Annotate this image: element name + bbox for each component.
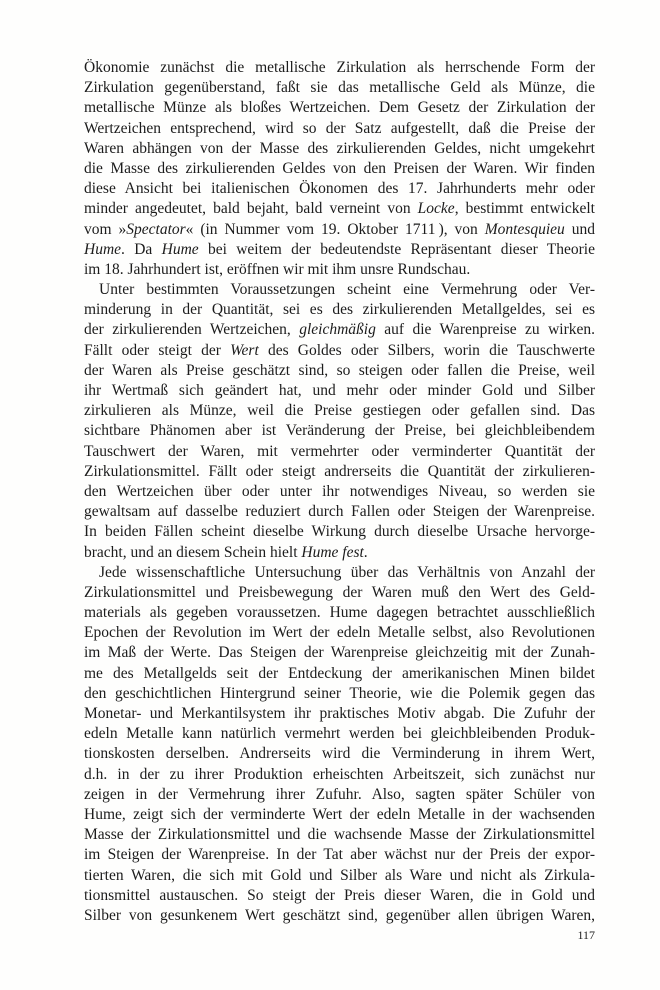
text-line	[84, 744, 595, 764]
italic-text: Wert	[230, 341, 259, 359]
text-line	[84, 260, 595, 280]
body-text: Wertzeichen entsprechend, wird so der Satz aufgestellt, daß die Preise der	[84, 119, 595, 137]
italic-text: Hume	[161, 240, 199, 258]
text-line	[84, 482, 595, 502]
text-line	[84, 543, 595, 563]
text-line	[84, 522, 595, 542]
text-line	[84, 381, 595, 401]
body-text: der zirkulierenden Wertzeichen,	[84, 321, 300, 339]
italic-text: Montesquieu	[484, 220, 565, 238]
text-line	[84, 220, 595, 240]
body-text: . Da	[121, 240, 162, 258]
body-text: bei weitem der bedeutendste Repräsentant dieser Theorie	[198, 240, 595, 258]
italic-text: Locke	[417, 200, 455, 218]
text-line	[84, 401, 595, 421]
body-text: im Steigen der Warenpreise. In der Tat aber wächst nur der Preis der expor-	[84, 846, 595, 864]
text-line	[84, 199, 595, 219]
body-text: im Maß der Werte. Das Steigen der Warenpreise gleichzeitig mit der Zunah-	[84, 644, 595, 662]
body-text: Zirkulationsmittel. Fällt oder steigt andrerseits die Quantität der zirkulieren-	[84, 462, 595, 480]
body-text: Tauschwert der Waren, mit vermehrter oder verminderter Quantität der	[84, 442, 595, 460]
text-line	[84, 785, 595, 805]
italic-text: Spectator	[126, 220, 186, 238]
text-line	[84, 139, 595, 159]
body-text: Ökonomie zunächst die metallische Zirkulation als herrschende Form der	[84, 59, 595, 76]
text-line	[84, 603, 595, 623]
body-text: In beiden Fällen scheint dieselbe Wirkung durch dieselbe Ursache hervorge-	[84, 523, 595, 541]
body-text: den geschichtlichen Hintergrund seiner Theorie, wie die Polemik gegen das	[84, 684, 595, 702]
body-text: tierten Waren, die sich mit Gold und Silber als Ware und nicht als Zirkula-	[84, 866, 595, 884]
italic-text: Hume	[84, 240, 122, 258]
text-line	[84, 866, 595, 886]
body-text: vom »	[84, 220, 127, 238]
body-text: Epochen der Revolution im Wert der edeln Metalle selbst, also Revolutionen	[84, 624, 595, 642]
body-text: der Waren als Preise geschätzt sind, so steigen oder fallen die Preise, weil	[84, 361, 595, 379]
italic-text: Hume fest	[301, 543, 364, 561]
text-line	[84, 300, 595, 320]
body-text: Silber von gesunkenem Wert geschätzt sind, gegenüber allen übrigen Waren,	[84, 906, 595, 924]
text-line	[84, 119, 595, 139]
text-line	[84, 684, 595, 704]
body-text: zirkulieren als Münze, weil die Preise gestiegen oder gefallen sind. Das	[84, 402, 595, 420]
body-text: gewaltsam auf dasselbe reduziert durch Fallen oder Steigen der Warenpreise.	[84, 503, 595, 521]
body-text: Jede wissenschaftliche Untersuchung über das Verhältnis von Anzahl der	[99, 563, 595, 581]
body-text: den Wertzeichen über oder unter ihr notwendiges Niveau, so werden sie	[84, 482, 595, 500]
text-line	[84, 320, 595, 340]
text-line	[84, 664, 595, 684]
body-text: d.h. in der zu ihrer Produktion erheischten Arbeitszeit, sich zunächst nur	[84, 765, 595, 783]
text-line	[84, 98, 595, 118]
text-line	[84, 159, 595, 179]
body-text: minderung in der Quantität, sei es des zirkulierenden Metallgeldes, sei es	[84, 301, 595, 319]
text-line	[84, 179, 595, 199]
text-line	[84, 805, 595, 825]
body-text: me des Metallgelds seit der Entdeckung der amerikanischen Minen bildet	[84, 664, 595, 682]
body-text: diese Ansicht bei italienischen Ökonomen des 17. Jahrhunderts mehr oder	[84, 180, 595, 198]
body-text: des Goldes oder Silbers, worin die Tauschwerte	[258, 341, 595, 359]
body-text: , bestimmt entwickelt	[454, 200, 595, 218]
body-text: Hume, zeigt sich der verminderte Wert der edeln Metalle in der wachsenden	[84, 805, 595, 823]
text-line	[84, 563, 595, 583]
body-text: metallische Münze als bloßes Wertzeichen. Dem Gesetz der Zirkulation der	[84, 99, 595, 117]
text-line	[84, 845, 595, 865]
text-line	[84, 583, 595, 603]
body-text: auf die Warenpreise zu wirken.	[375, 321, 595, 339]
body-text: Zirkulationsmittel und Preisbewegung der Waren muß den Wert des Geld-	[84, 583, 595, 601]
body-text: Waren abhängen von der Masse des zirkulierenden Geldes, nicht umgekehrt	[84, 139, 595, 157]
body-text: tionsmittel austauschen. So steigt der Preis dieser Waren, die in Gold und	[84, 886, 595, 904]
body-text: im 18. Jahrhundert ist, eröffnen wir mit ihm unsre Rundschau.	[84, 260, 471, 278]
text-line	[84, 886, 595, 906]
body-text: Zirkulation gegenüberstand, faßt sie das metallische Geld als Münze, die	[84, 79, 595, 97]
body-text: edeln Metalle kann natürlich vermehrt werden bei gleichbleibenden Produk-	[84, 725, 595, 743]
body-text: und	[564, 220, 595, 238]
body-text: Masse der Zirkulationsmittel und die wachsende Masse der Zirkulationsmittel	[84, 826, 595, 844]
body-text: Fällt oder steigt der	[84, 341, 231, 359]
page-number: 117	[577, 928, 595, 942]
body-text: .	[363, 543, 368, 561]
text-line	[84, 341, 595, 361]
text-line	[84, 462, 595, 482]
text-line	[84, 442, 595, 462]
text-line	[84, 280, 595, 300]
body-text: die Masse des zirkulierenden Geldes von den Preisen der Waren. Wir finden	[84, 159, 595, 177]
text-line	[84, 724, 595, 744]
text-line	[84, 643, 595, 663]
text-line	[84, 765, 595, 785]
text-line	[84, 240, 595, 260]
text-line	[84, 502, 595, 522]
text-line	[84, 421, 595, 441]
body-text: bracht, und an diesem Schein hielt	[84, 543, 302, 561]
body-text: ihr Wertmaß sich geändert hat, und mehr oder minder Gold und Silber	[84, 382, 595, 399]
text-line	[84, 825, 595, 845]
text-line	[84, 704, 595, 724]
body-text: minder angedeutet, bald bejaht, bald verneint von	[84, 200, 418, 218]
text-line	[84, 906, 595, 926]
body-text: materials als gegeben voraussetzen. Hume dagegen betrachtet ausschließlich	[84, 604, 595, 622]
body-text: zeigen in der Vermehrung ihrer Zufuhr. Also, sagten später Schüler von	[84, 785, 595, 803]
text-block	[84, 58, 595, 926]
body-text: sichtbare Phänomen aber ist Veränderung der Preise, bei gleichbleibendem	[84, 422, 595, 440]
text-line	[84, 361, 595, 381]
text-line	[84, 78, 595, 98]
text-line	[84, 58, 595, 78]
body-text: tionskosten derselben. Andrerseits wird die Verminderung in ihrem Wert,	[84, 745, 595, 763]
italic-text: gleichmäßig	[299, 321, 376, 339]
body-text: Monetar- und Merkantilsystem ihr praktisches Motiv abgab. Die Zufuhr der	[84, 705, 595, 722]
text-line	[84, 623, 595, 643]
body-text: Unter bestimmten Voraussetzungen scheint eine Vermehrung oder Ver-	[99, 281, 595, 299]
body-text: « (in Nummer vom 19. Oktober 1711 ), von	[185, 220, 485, 238]
